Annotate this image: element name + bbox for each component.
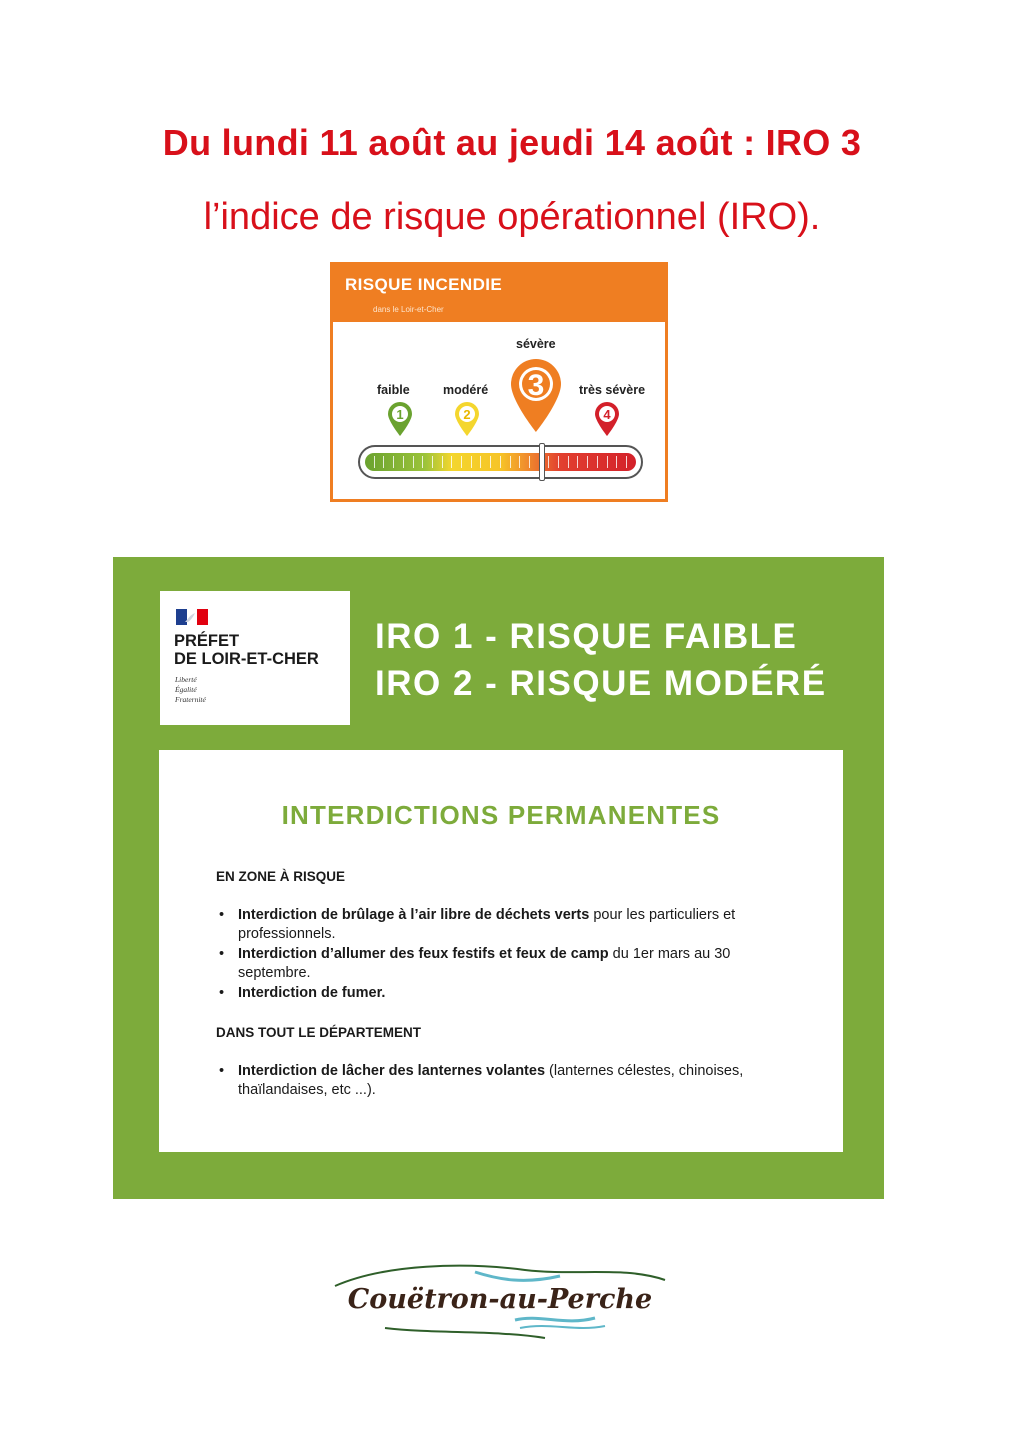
interdictions-panel [159, 750, 843, 1152]
prefet-name-line1: PRÉFET [174, 632, 240, 650]
level-3-number: 3 [527, 369, 545, 402]
list-item: • Interdiction d’allumer des feux festifs et feux de camp du 1er mars au 30 septembre. [216, 945, 806, 983]
level-3-label: sévère [516, 337, 556, 351]
risk-gauge-fill [365, 453, 636, 471]
level-3-pin-icon [509, 357, 563, 433]
iro-1-title: IRO 1 - RISQUE FAIBLE [375, 617, 798, 656]
motto-fraternite: Fraternité [175, 695, 206, 704]
list-item: • Interdiction de lâcher des lanternes volantes (lanternes célestes, chinoises, thaïlandaises, etc ...). [216, 1062, 806, 1100]
iro-2-title: IRO 2 - RISQUE MODÉRÉ [375, 664, 827, 703]
marianne-flag-icon [176, 609, 208, 625]
commune-name: Couëtron-au-Perche [347, 1284, 653, 1315]
zone-list [216, 906, 806, 1004]
motto-liberte: Liberté [175, 675, 197, 684]
list-item: • Interdiction de fumer. [216, 984, 806, 1003]
level-2-number: 2 [463, 407, 471, 422]
fire-risk-title: RISQUE INCENDIE [345, 275, 503, 294]
prefet-logo-block [160, 591, 350, 725]
headline-dates: Du lundi 11 août au jeudi 14 août : IRO 3 [162, 122, 862, 163]
level-1-label: faible [377, 383, 410, 397]
headline-iro-definition: l’indice de risque opérationnel (IRO). [203, 196, 821, 238]
risk-gauge-marker [539, 443, 545, 481]
zone-heading: EN ZONE À RISQUE [216, 869, 346, 884]
interdictions-title: INTERDICTIONS PERMANENTES [281, 800, 721, 830]
level-2-label: modéré [443, 383, 489, 397]
department-heading: DANS TOUT LE DÉPARTEMENT [216, 1025, 422, 1040]
department-list [216, 1062, 806, 1101]
fire-risk-header [333, 265, 665, 322]
level-1-pin-icon [386, 401, 414, 437]
commune-logo [325, 1258, 675, 1348]
republic-motto [175, 675, 206, 705]
risk-gauge-ticks [365, 453, 636, 471]
iro-poster [113, 557, 884, 1199]
motto-egalite: Égalité [175, 685, 197, 694]
level-4-number: 4 [603, 407, 611, 422]
list-item: • Interdiction de brûlage à l’air libre de déchets verts pour les particuliers et professionnels. [216, 906, 806, 944]
fire-risk-subtitle: dans le Loir-et-Cher [373, 305, 444, 314]
level-1-number: 1 [396, 407, 404, 422]
level-2-pin-icon [453, 401, 481, 437]
risk-gauge [358, 445, 643, 479]
prefet-name [174, 632, 319, 668]
fire-risk-card [330, 262, 668, 502]
level-4-pin-icon [593, 401, 621, 437]
prefet-name-line2: DE LOIR-ET-CHER [174, 650, 319, 668]
level-4-label: très sévère [579, 383, 646, 397]
